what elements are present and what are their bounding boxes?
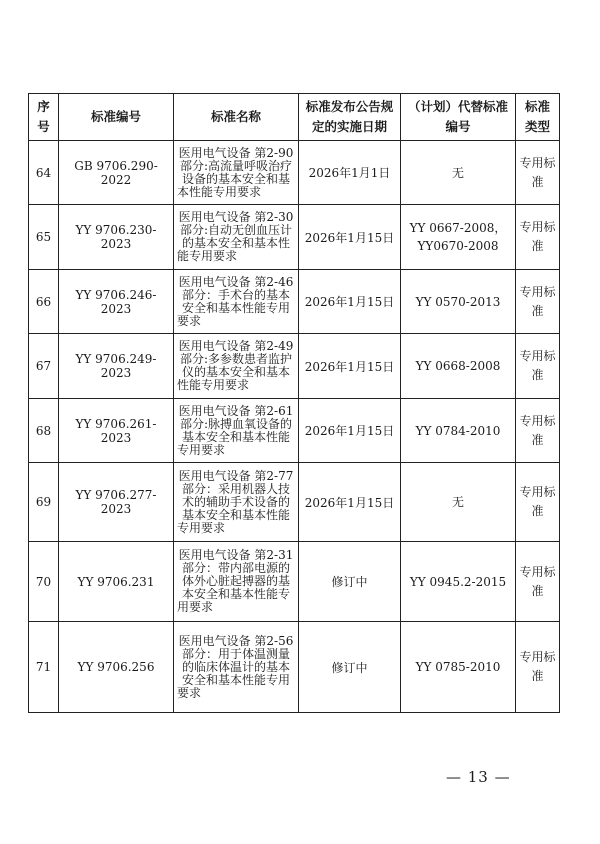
cell-type: 专用标准 <box>516 463 560 542</box>
cell-seq: 71 <box>29 622 59 713</box>
cell-replace: YY 0570-2013 <box>401 270 516 334</box>
cell-seq: 69 <box>29 463 59 542</box>
cell-name: 医用电气设备 第2-30部分:自动无创血压计的基本安全和基本性能专用要求 <box>174 205 299 270</box>
cell-name: 医用电气设备 第2-90部分:高流量呼吸治疗设备的基本安全和基本性能专用要求 <box>174 141 299 205</box>
cell-name: 医用电气设备 第2-77部分：采用机器人技术的辅助手术设备的基本安全和基本性能专用要求 <box>174 463 299 542</box>
cell-code: YY 9706.231 <box>59 542 174 622</box>
cell-seq: 64 <box>29 141 59 205</box>
cell-replace: YY 0667-2008，YY0670-2008 <box>401 205 516 270</box>
cell-replace: 无 <box>401 141 516 205</box>
cell-name: 医用电气设备 第2-46部分：手术台的基本安全和基本性能专用要求 <box>174 270 299 334</box>
cell-type: 专用标准 <box>516 542 560 622</box>
cell-date: 2026年1月15日 <box>299 334 401 399</box>
cell-code: YY 9706.249-2023 <box>59 334 174 399</box>
cell-type: 专用标准 <box>516 334 560 399</box>
header-replace: （计划）代替标准编号 <box>401 94 516 141</box>
cell-code: YY 9706.256 <box>59 622 174 713</box>
table-row <box>29 622 560 713</box>
cell-type: 专用标准 <box>516 205 560 270</box>
table-row <box>29 334 560 399</box>
cell-seq: 66 <box>29 270 59 334</box>
cell-replace: YY 0668-2008 <box>401 334 516 399</box>
table-row <box>29 542 560 622</box>
cell-replace: 无 <box>401 463 516 542</box>
cell-code: YY 9706.261-2023 <box>59 399 174 463</box>
cell-name: 医用电气设备 第2-56部分：用于体温测量的临床体温计的基本安全和基本性能专用要求 <box>174 622 299 713</box>
header-code: 标准编号 <box>59 94 174 141</box>
cell-code: GB 9706.290-2022 <box>59 141 174 205</box>
cell-date: 2026年1月15日 <box>299 463 401 542</box>
header-name: 标准名称 <box>174 94 299 141</box>
cell-name: 医用电气设备 第2-61部分:脉搏血氧设备的基本安全和基本性能专用要求 <box>174 399 299 463</box>
cell-replace: YY 0784-2010 <box>401 399 516 463</box>
cell-code: YY 9706.277-2023 <box>59 463 174 542</box>
cell-code: YY 9706.230-2023 <box>59 205 174 270</box>
cell-replace: YY 0785-2010 <box>401 622 516 713</box>
cell-date: 2026年1月15日 <box>299 205 401 270</box>
header-date: 标准发布公告规定的实施日期 <box>299 94 401 141</box>
cell-type: 专用标准 <box>516 622 560 713</box>
table-row <box>29 141 560 205</box>
cell-date: 2026年1月1日 <box>299 141 401 205</box>
cell-code: YY 9706.246-2023 <box>59 270 174 334</box>
page-number: — 13 — <box>446 768 511 786</box>
cell-type: 专用标准 <box>516 270 560 334</box>
cell-date: 修订中 <box>299 622 401 713</box>
header-seq: 序号 <box>29 94 59 141</box>
cell-seq: 67 <box>29 334 59 399</box>
table-row <box>29 205 560 270</box>
cell-replace: YY 0945.2-2015 <box>401 542 516 622</box>
table-row <box>29 399 560 463</box>
cell-date: 2026年1月15日 <box>299 270 401 334</box>
cell-seq: 65 <box>29 205 59 270</box>
cell-seq: 68 <box>29 399 59 463</box>
table-header-row <box>29 94 560 141</box>
cell-type: 专用标准 <box>516 141 560 205</box>
cell-date: 2026年1月15日 <box>299 399 401 463</box>
cell-name: 医用电气设备 第2-49部分:多参数患者监护仪的基本安全和基本性能专用要求 <box>174 334 299 399</box>
cell-date: 修订中 <box>299 542 401 622</box>
table-row <box>29 463 560 542</box>
header-type: 标准类型 <box>516 94 560 141</box>
standards-table <box>28 93 560 713</box>
cell-name: 医用电气设备 第2-31部分：带内部电源的体外心脏起搏器的基本安全和基本性能专用要求 <box>174 542 299 622</box>
cell-seq: 70 <box>29 542 59 622</box>
table-row <box>29 270 560 334</box>
cell-type: 专用标准 <box>516 399 560 463</box>
